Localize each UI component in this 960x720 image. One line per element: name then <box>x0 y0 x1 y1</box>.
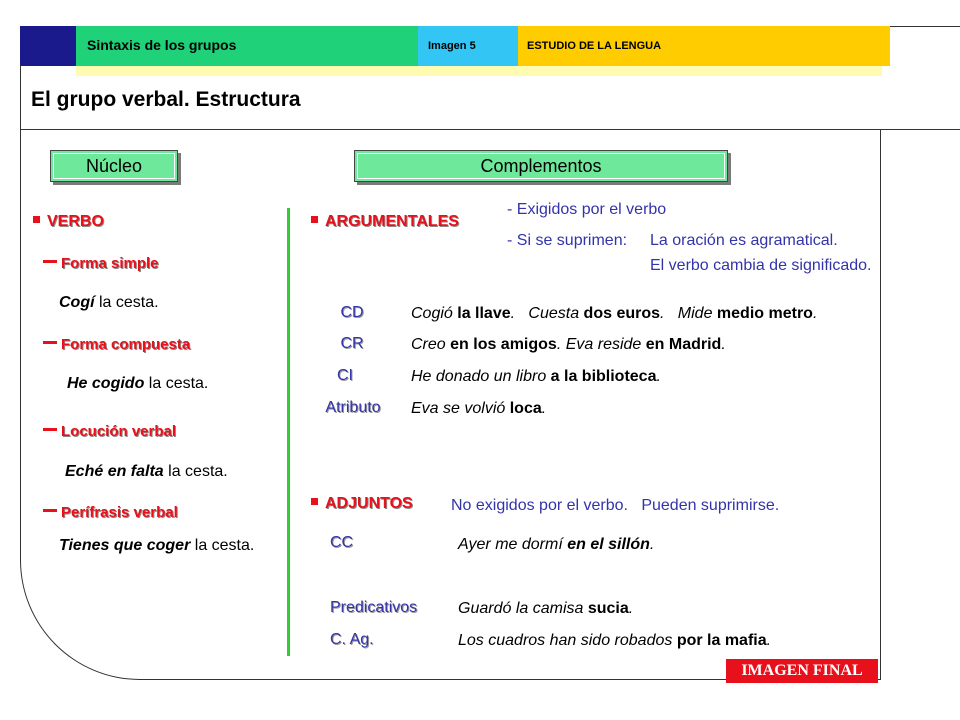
dash-icon <box>43 260 57 263</box>
verb-heading-text: VERBO <box>47 213 104 230</box>
example-part: . <box>541 400 547 417</box>
complement-example-ci <box>411 368 661 386</box>
complement-example-cr <box>411 336 726 354</box>
argumentales-note: - Si se suprimen: <box>507 232 628 249</box>
column-divider <box>287 208 290 656</box>
complement-label-ci: CI <box>337 367 353 384</box>
argumentales-heading <box>311 213 459 231</box>
form-label-text: Locución verbal <box>61 423 177 440</box>
header-shadow <box>76 66 882 76</box>
form-label <box>43 255 159 272</box>
example-part: Guardó la camisa <box>458 600 588 617</box>
complement-label-cr: CR <box>340 335 364 352</box>
example-highlight: por la mafia <box>676 632 767 649</box>
complement-example-cd <box>411 305 817 323</box>
dash-icon <box>43 428 57 431</box>
verb-heading <box>33 213 104 231</box>
form-example-rest: la cesta. <box>144 375 209 392</box>
nucleus-box <box>50 150 178 182</box>
form-example-rest: la cesta. <box>163 463 228 480</box>
complement-example-predicativos <box>458 600 633 618</box>
example-part: . <box>656 368 661 385</box>
example-part: Cogió <box>411 305 458 322</box>
form-example-verb: Eché en falta <box>65 463 164 480</box>
example-part: . <box>812 305 818 322</box>
example-part: . <box>649 536 655 553</box>
example-highlight: en los amigos <box>450 336 557 353</box>
frame-curve <box>20 560 140 680</box>
form-example-rest: la cesta. <box>94 294 159 311</box>
complement-label-atributo: Atributo <box>325 399 381 416</box>
form-example <box>59 537 254 555</box>
complement-label-cd: CD <box>340 304 364 321</box>
argumentales-heading-text: ARGUMENTALES <box>325 213 459 230</box>
form-label-text: Forma compuesta <box>61 336 191 353</box>
complement-example-cag <box>458 632 771 650</box>
argumentales-note: La oración es agramatical. <box>650 232 838 249</box>
complements-box-label: Complementos <box>480 155 602 176</box>
header-section-title: Sintaxis de los grupos <box>87 37 237 53</box>
header-subject: ESTUDIO DE LA LENGUA <box>527 40 662 52</box>
square-bullet-icon <box>311 498 318 505</box>
frame-right-line <box>880 130 881 680</box>
dash-icon <box>43 509 57 512</box>
page-title: El grupo verbal. Estructura <box>31 88 301 111</box>
example-highlight: dos euros <box>583 305 661 322</box>
adjuntos-heading-text: ADJUNTOS <box>325 495 413 512</box>
square-bullet-icon <box>33 216 40 223</box>
argumentales-note: El verbo cambia de significado. <box>650 257 872 274</box>
form-label <box>43 423 176 440</box>
square-bullet-icon <box>311 216 318 223</box>
form-label <box>43 504 178 521</box>
dash-icon <box>43 341 57 344</box>
form-example-verb: Cogí <box>59 294 95 311</box>
example-highlight: medio metro <box>716 305 813 322</box>
final-image-button[interactable]: IMAGEN FINAL <box>726 659 878 683</box>
form-example-rest: la cesta. <box>190 537 255 554</box>
complement-label-cc: CC <box>330 534 354 551</box>
example-part: . Mide <box>660 305 717 322</box>
example-part: . <box>766 632 772 649</box>
example-part: . Cuesta <box>510 305 584 322</box>
adjuntos-note: No exigidos por el verbo. Pueden suprimirse. <box>451 497 780 514</box>
example-highlight: a la biblioteca <box>550 368 657 385</box>
complement-example-cc <box>458 536 654 554</box>
example-part: . <box>628 600 634 617</box>
example-highlight: en Madrid <box>645 336 722 353</box>
nucleus-box-label: Núcleo <box>85 155 143 176</box>
header-navy-block <box>20 26 76 66</box>
adjuntos-heading <box>311 495 413 513</box>
example-highlight: loca <box>509 400 542 417</box>
form-label-text: Forma simple <box>61 255 159 272</box>
form-example <box>65 463 228 481</box>
form-example <box>59 294 159 312</box>
complement-label-predicativos: Predicativos <box>330 599 418 616</box>
example-part: . Eva reside <box>556 336 646 353</box>
example-part: Creo <box>411 336 451 353</box>
example-part: Ayer me dormí <box>458 536 568 553</box>
header-image-label: Imagen 5 <box>428 40 476 52</box>
argumentales-note: - Exigidos por el verbo <box>507 201 667 218</box>
example-part: He donado un libro <box>411 368 551 385</box>
form-label-text: Perífrasis verbal <box>61 504 178 521</box>
example-highlight: la llave <box>457 305 511 322</box>
complement-label-cag: C. Ag. <box>330 631 374 648</box>
frame-left-line <box>20 130 21 562</box>
example-part: . <box>721 336 726 353</box>
complements-box <box>354 150 728 182</box>
example-part: Eva se volvió <box>411 400 510 417</box>
complement-example-atributo <box>411 400 546 418</box>
example-part: Los cuadros han sido robados <box>458 632 677 649</box>
example-highlight: en el sillón <box>567 536 650 553</box>
form-label <box>43 336 190 353</box>
form-example-verb: Tienes que coger <box>59 537 191 554</box>
form-example <box>67 375 208 393</box>
example-highlight: sucia <box>587 600 629 617</box>
form-example-verb: He cogido <box>67 375 145 392</box>
